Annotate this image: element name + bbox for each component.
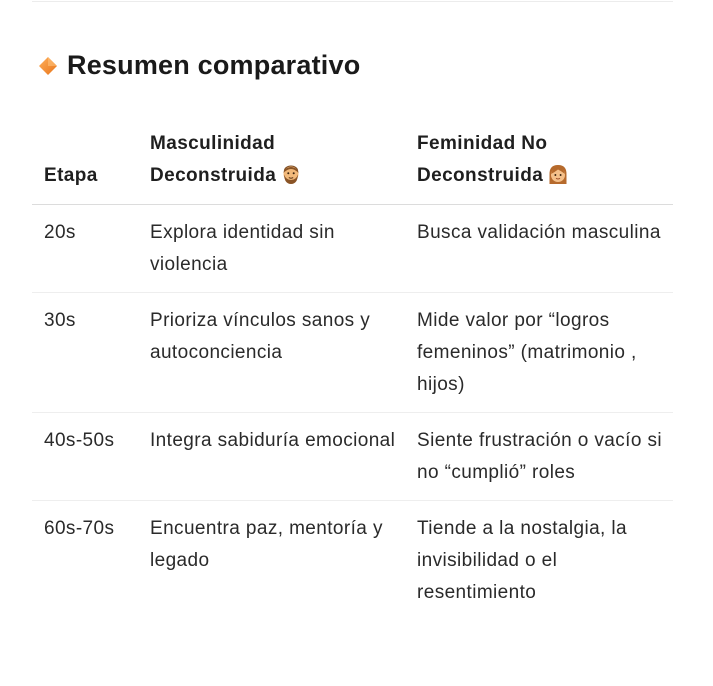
header-feminidad-line1: Feminidad No — [417, 133, 548, 154]
table-row — [32, 293, 673, 413]
header-etapa-label: Etapa — [44, 165, 98, 186]
cell-etapa: 40s-50s — [44, 430, 115, 451]
bearded-man-emoji-icon — [280, 163, 302, 185]
cell-masculinidad: Integra sabiduría emocional — [150, 430, 396, 451]
table-row — [32, 205, 673, 293]
section-heading — [38, 50, 360, 81]
cell-masculinidad: Explora identidad sin violencia — [150, 222, 335, 275]
cell-feminidad: Siente frustración o vacío si no “cumplió” roles — [417, 430, 662, 483]
header-masculinidad — [138, 128, 405, 205]
cell-feminidad: Busca validación masculina — [417, 222, 661, 243]
table-row — [32, 413, 673, 501]
cell-feminidad: Tiende a la nostalgia, la invisibilidad o el resentimiento — [417, 518, 627, 603]
comparison-table — [32, 128, 673, 620]
header-feminidad — [405, 128, 673, 205]
header-masculinidad-line1: Masculinidad — [150, 133, 276, 154]
cell-etapa: 60s-70s — [44, 518, 115, 539]
cell-etapa: 30s — [44, 310, 76, 331]
header-etapa — [32, 128, 138, 205]
section-title: Resumen comparativo — [67, 50, 361, 80]
cell-masculinidad: Encuentra paz, mentoría y legado — [150, 518, 383, 571]
header-feminidad-line2: Deconstruida — [417, 165, 544, 186]
table-row — [32, 501, 673, 621]
orange-diamond-icon — [38, 56, 58, 76]
cell-masculinidad: Prioriza vínculos sanos y autoconciencia — [150, 310, 371, 363]
cell-etapa: 20s — [44, 222, 76, 243]
woman-emoji-icon — [547, 163, 569, 185]
table-header-row — [32, 128, 673, 205]
top-divider — [32, 1, 673, 2]
cell-feminidad: Mide valor por “logros femeninos” (matrimonio , hijos) — [417, 310, 637, 395]
header-masculinidad-line2: Deconstruida — [150, 165, 277, 186]
